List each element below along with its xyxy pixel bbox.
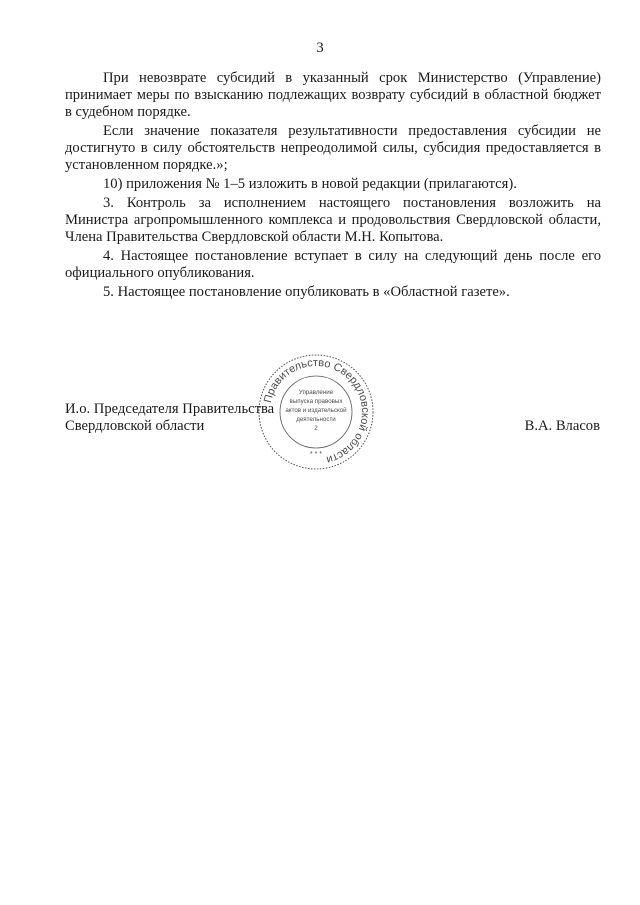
seal-inner-line: выпуска правовых [289, 398, 343, 405]
official-seal [256, 352, 376, 472]
document-body [65, 70, 601, 303]
seal-inner-line: 2 [314, 425, 318, 432]
page-number: 3 [316, 40, 324, 56]
paragraph: 3. Контроль за исполнением настоящего постановления возложить на Министра агропромышленного комплекса и продовольствия Свердловской области, Члена Правительства Свердловской области М.Н. Копытова. [65, 195, 601, 245]
paragraph: 5. Настоящее постановление опубликовать в «Областной газете». [103, 284, 510, 300]
seal-inner-line: Управление [298, 389, 334, 396]
paragraph: 10) приложения № 1–5 изложить в новой редакции (прилагаются). [103, 176, 517, 192]
paragraph: При невозврате субсидий в указанный срок Министерство (Управление) принимает меры по взысканию подлежащих возврату субсидий в областной бюджет в судебном порядке. [65, 70, 601, 120]
seal-stars: * * * [309, 451, 323, 458]
paragraph: 4. Настоящее постановление вступает в силу на следующий день после его официального опубликования. [65, 248, 601, 281]
seal-inner-line: деятельности [296, 416, 336, 423]
signatory-position [65, 401, 274, 435]
signatory-name: В.А. Власов [524, 418, 600, 434]
seal-ring-text: Правительство Свердловской области [261, 356, 372, 466]
seal-inner-line: актов и издательской [285, 407, 347, 414]
signatory-position-line: Свердловской области [65, 418, 205, 434]
signatory-position-line: И.о. Председателя Правительства [65, 401, 275, 417]
paragraph: Если значение показателя результативности предоставления субсидии не достигнуто в силу обстоятельств непреодолимой силы, субсидия предоставляется в установленном порядке.»; [65, 123, 601, 173]
